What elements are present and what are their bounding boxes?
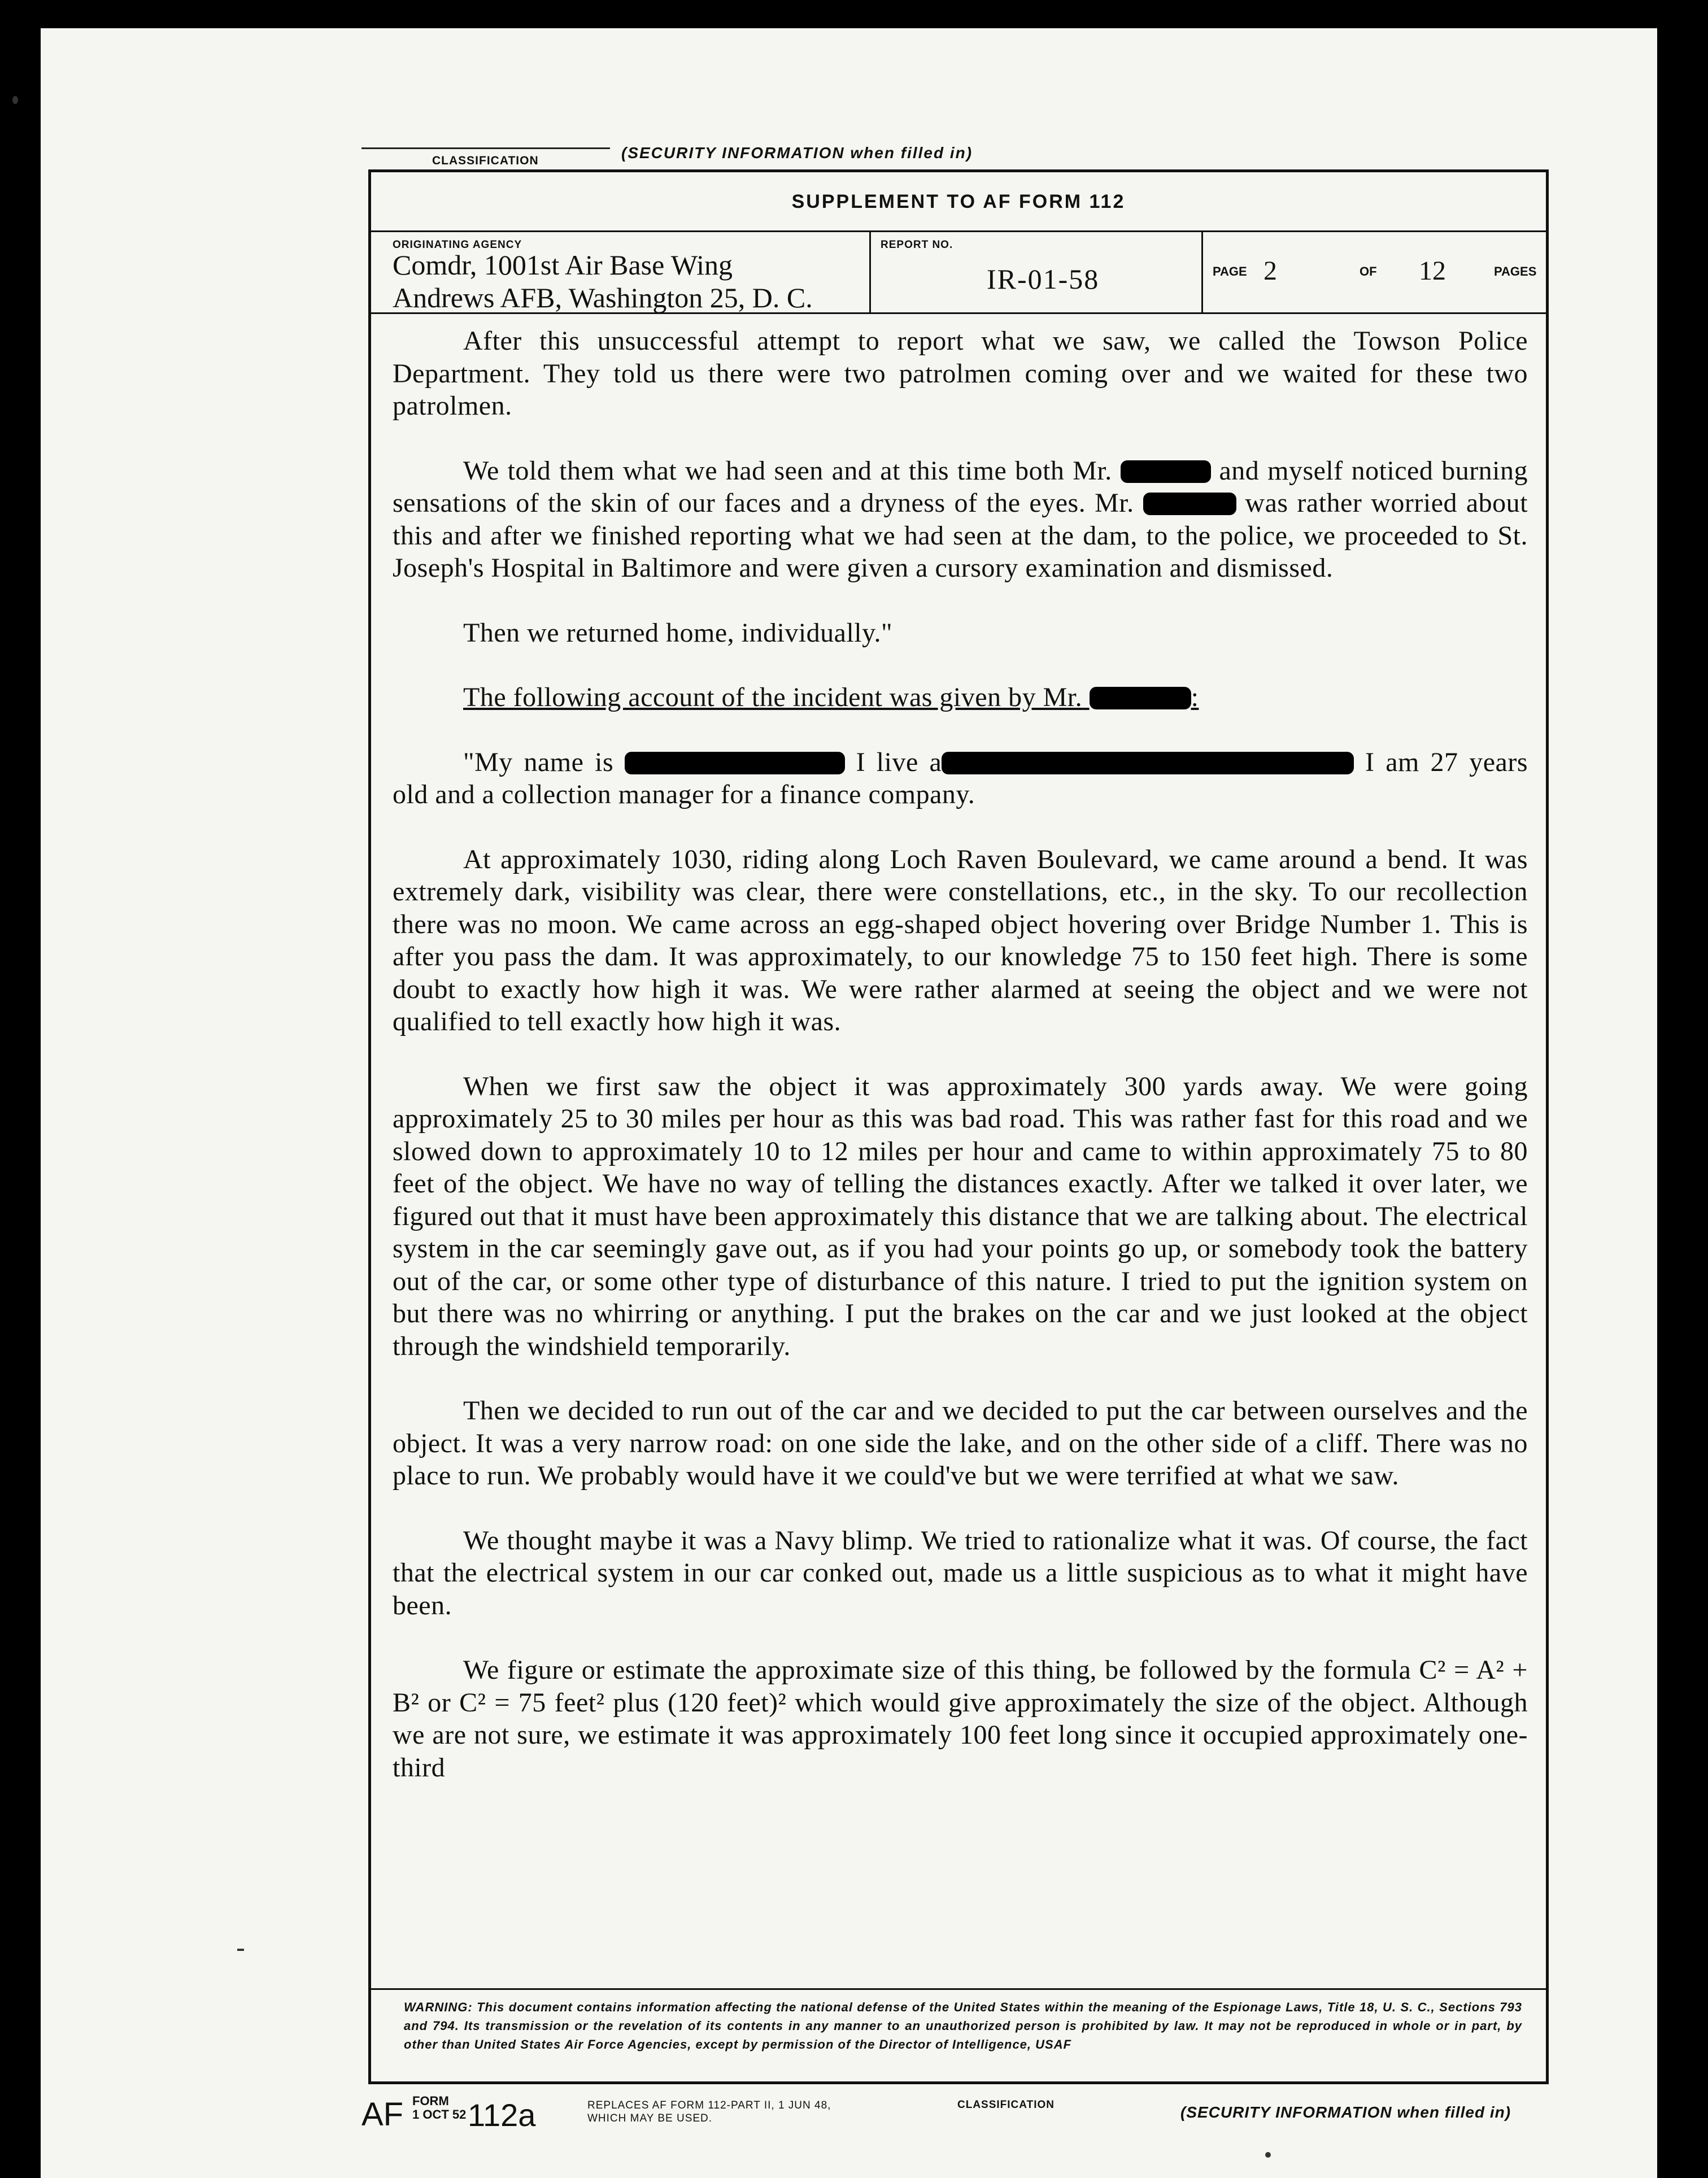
replaces-line-2: WHICH MAY BE USED. <box>587 2112 713 2124</box>
scan-border <box>1657 0 1708 2178</box>
footer-classification: CLASSIFICATION <box>957 2099 1055 2111</box>
paragraph-7: When we first saw the object it was approximately 300 yards away. We were going approximately 25 to 30 miles per hour as this was bad road. This was rather fast for this road and we slowed down to approximately 10 to 12 miles per hour and came to within approximately 75 to 80 feet of the object. We have no way of telling the distances exactly. After we talked it over later, we figured out that it must have been approximately this distance that we are talking about. The electrical system in the car seemingly gave out, as if you had your points go up, or somebody took the battery out of the car, or some other type of disturbance of this nature. I tried to put the ignition system on but there was no whirring or anything. I put the brakes on the car and we just looked at the object through the windshield temporarily. <box>393 1071 1528 1361</box>
of-label: OF <box>1360 264 1377 278</box>
paragraph-5-part-a: "My name is <box>463 747 614 777</box>
classification-label: CLASSIFICATION <box>432 154 539 167</box>
paragraph-10: We figure or estimate the approximate size of this thing, be followed by the formula C² = A² + B² or C² = 75 feet² plus (120 feet)² which would give approximately the size of the object. Although we are not sure, we estimate it was approximately 100 feet long since it occupied approximately one-third <box>393 1655 1528 1783</box>
footer-security-note: (SECURITY INFORMATION when filled in) <box>1180 2103 1511 2121</box>
redaction-bar <box>1121 460 1211 483</box>
agency-label: ORIGINATING AGENCY <box>393 239 522 251</box>
form-number: 112a <box>468 2097 536 2133</box>
paragraph-2-part-b: and myself noticed burning sensations of the skin of our faces and a dryness of the eyes. Mr. <box>393 455 1528 518</box>
classification-line <box>361 147 610 149</box>
security-note: (SECURITY INFORMATION when filled in) <box>621 144 973 162</box>
scan-speck <box>1265 2152 1271 2158</box>
paragraph-5-part-b: I live a <box>856 747 942 777</box>
report-body <box>393 325 1528 1816</box>
scan-speck <box>237 1949 244 1951</box>
form-label: FORM <box>412 2094 449 2108</box>
page-label: PAGE <box>1213 264 1247 278</box>
form-date: 1 OCT 52 <box>412 2107 467 2122</box>
report-number: IR-01-58 <box>987 263 1100 295</box>
report-label: REPORT NO. <box>881 239 953 251</box>
form-title: SUPPLEMENT TO AF FORM 112 <box>791 191 1126 212</box>
form-date-block <box>412 2094 466 2122</box>
paragraph-1: After this unsuccessful attempt to report what we saw, we called the Towson Police Department. They told us there were two patrolmen coming over and we waited for these two patrolmen. <box>393 326 1528 421</box>
form-prefix: AF <box>361 2096 404 2133</box>
originating-agency <box>393 249 813 314</box>
paragraph-4-part-a: The following account of the incident was given by Mr. <box>463 682 1083 712</box>
espionage-warning: WARNING: This document contains information affecting the national defense of the United States within the meaning of the Espionage Laws, Title 18, U. S. C., Sections 793 and 794. Its transmission or the revelation of its contents in any manner to an unauthorized person is prohibited by law. It may not be reproduced in whole or in part, by other than United States Air Force Agencies, except by permission of the Director of Intelligence, USAF <box>404 2000 1522 2051</box>
scan-speck <box>12 96 18 104</box>
paragraph-5-part-c: I am 27 years old and a collection manager for a finance company. <box>393 747 1528 809</box>
paragraph-4 <box>393 681 1528 714</box>
paragraph-8: Then we decided to run out of the car and we decided to put the car between ourselves and the object. It was a very narrow road: on one side the lake, and on the other side of a cliff. There was no place to run. We probably would have it we could've but we were terrified at what we saw. <box>393 1396 1528 1491</box>
paragraph-4-part-b: : <box>1191 682 1199 712</box>
paragraph-5 <box>393 746 1528 811</box>
header-divider <box>371 230 1546 232</box>
redaction-bar <box>1090 687 1191 709</box>
form-frame <box>368 169 1549 2084</box>
form-footer <box>361 2090 1553 2141</box>
page-number: 2 <box>1263 256 1277 286</box>
classification-header <box>361 144 1028 167</box>
redaction-bar <box>1143 493 1236 515</box>
paragraph-9: We thought maybe it was a Navy blimp. We tried to rationalize what it was. Of course, the fact that the electrical system in our car conked out, made us a little suspicious as to what it might have been. <box>393 1525 1528 1621</box>
redaction-bar <box>625 752 845 774</box>
total-pages: 12 <box>1419 256 1446 286</box>
paragraph-6: At approximately 1030, riding along Loch Raven Boulevard, we came around a bend. It was extremely dark, visibility was clear, there were constellations, etc., in the sky. To our recollection there was no moon. We came across an egg-shaped object hovering over Bridge Number 1. This is after you pass the dam. It was approximately, to our knowledge 75 to 150 feet high. There is some doubt to exactly how high it was. We were rather alarmed at seeing the object and we were not qualified to tell exactly how high it was. <box>393 844 1528 1036</box>
warning-divider <box>371 1988 1546 1990</box>
redaction-bar <box>942 752 1354 774</box>
paragraph-2-part-c: was rather worried about this and after we finished reporting what we had seen at the dam, to the police, we proceeded to St. Joseph's Hospital in Baltimore and were given a cursory examination and dismissed. <box>393 488 1528 583</box>
replaces-line-1: REPLACES AF FORM 112-PART II, 1 JUN 48, <box>587 2099 831 2111</box>
paragraph-3: Then we returned home, individually." <box>463 617 893 648</box>
paragraph-2 <box>393 455 1528 585</box>
paragraph-2-part-a: We told them what we had seen and at this time both Mr. <box>463 455 1112 486</box>
header-column-divider <box>869 230 871 312</box>
agency-line-1: Comdr, 1001st Air Base Wing <box>393 249 733 281</box>
pages-label: PAGES <box>1494 264 1537 278</box>
header-column-divider <box>1201 230 1203 312</box>
agency-line-2: Andrews AFB, Washington 25, D. C. <box>393 282 813 313</box>
replaces-note <box>587 2099 831 2125</box>
